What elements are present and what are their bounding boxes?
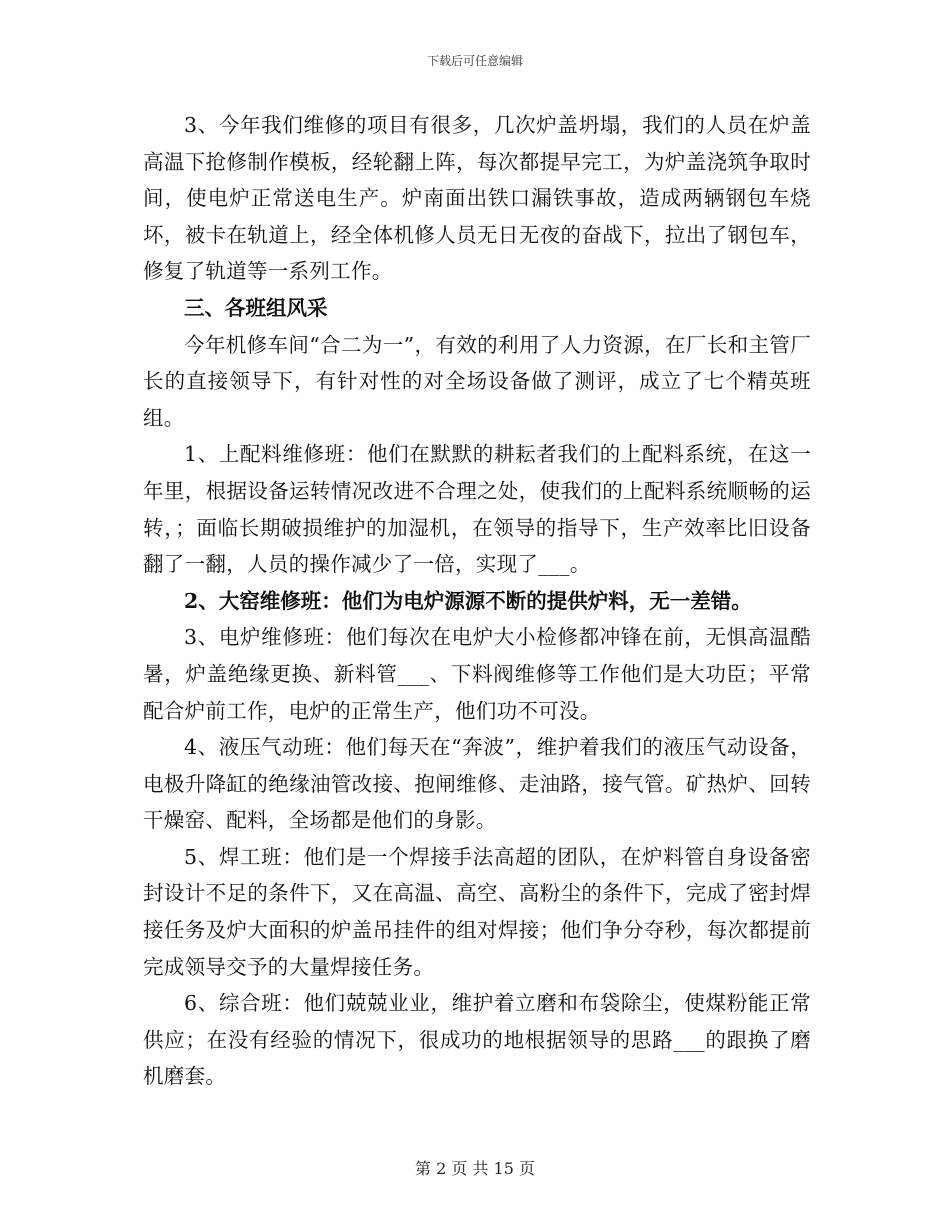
paragraph-general-team: 6、综合班：他们兢兢业业，维护着立磨和布袋除尘，使煤粉能正常供应；在没有经验的情况下，很成功的地根据领导的思路___的跟换了磨机磨套。: [143, 991, 811, 1089]
paragraph-welding-team: 5、焊工班：他们是一个焊接手法高超的团队，在炉料管自身设备密封设计不足的条件下，又在高温、高空、高粉尘的条件下，完成了密封焊接任务及炉大面积的炉盖吊挂件的组对焊接；他们争分夺秒，每次都提前完成领导交予的大量焊接任务。: [143, 844, 811, 979]
document-body: [143, 107, 811, 1095]
page-header: 下载后可任意编辑: [426, 54, 523, 68]
paragraph-kiln-team: 2、大窑维修班：他们为电炉源源不断的提供炉料，无一差错。: [184, 588, 752, 613]
section-heading-team-showcase: 三、各班组风采: [184, 295, 328, 320]
paragraph-batching-team: 1、上配料维修班：他们在默默的耕耘者我们的上配料系统，在这一年里，根据设备运转情况改进不合理之处，使我们的上配料系统顺畅的运转，；面临长期破损维护的加湿机，在领导的指导下，生产效率比旧设备翻了一翻，人员的操作减少了一倍，实现了___。: [143, 442, 811, 577]
paragraph-hydraulic-team: 4、液压气动班：他们每天在“奔波”，维护着我们的液压气动设备，电极升降缸的绝缘油管改接、抱闸维修、走油路，接气管。矿热炉、回转干燥窑、配料，全场都是他们的身影。: [143, 735, 811, 833]
paragraph-repair-projects: 3、今年我们维修的项目有很多，几次炉盖坍塌，我们的人员在炉盖高温下抢修制作模板，经轮翻上阵，每次都提早完工，为炉盖浇筑争取时间，使电炉正常送电生产。炉南面出铁口漏铁事故，造成两辆钢包车烧坏，被卡在轨道上，经全体机修人员无日无夜的奋战下，拉出了钢包车，修复了轨道等一系列工作。: [143, 113, 811, 284]
paragraph-furnace-team: 3、电炉维修班：他们每次在电炉大小检修都冲锋在前，无惧高温酷暑，炉盖绝缘更换、新料管___、下料阀维修等工作他们是大功臣；平常配合炉前工作，电炉的正常生产，他们功不可没。: [143, 625, 811, 723]
page-number: 第 2 页 共 15 页: [415, 1159, 535, 1178]
paragraph-workshop-intro: 今年机修车间“合二为一”，有效的利用了人力资源，在厂长和主管厂长的直接领导下，有针对性的对全场设备做了测评，成立了七个精英班组。: [143, 332, 811, 430]
